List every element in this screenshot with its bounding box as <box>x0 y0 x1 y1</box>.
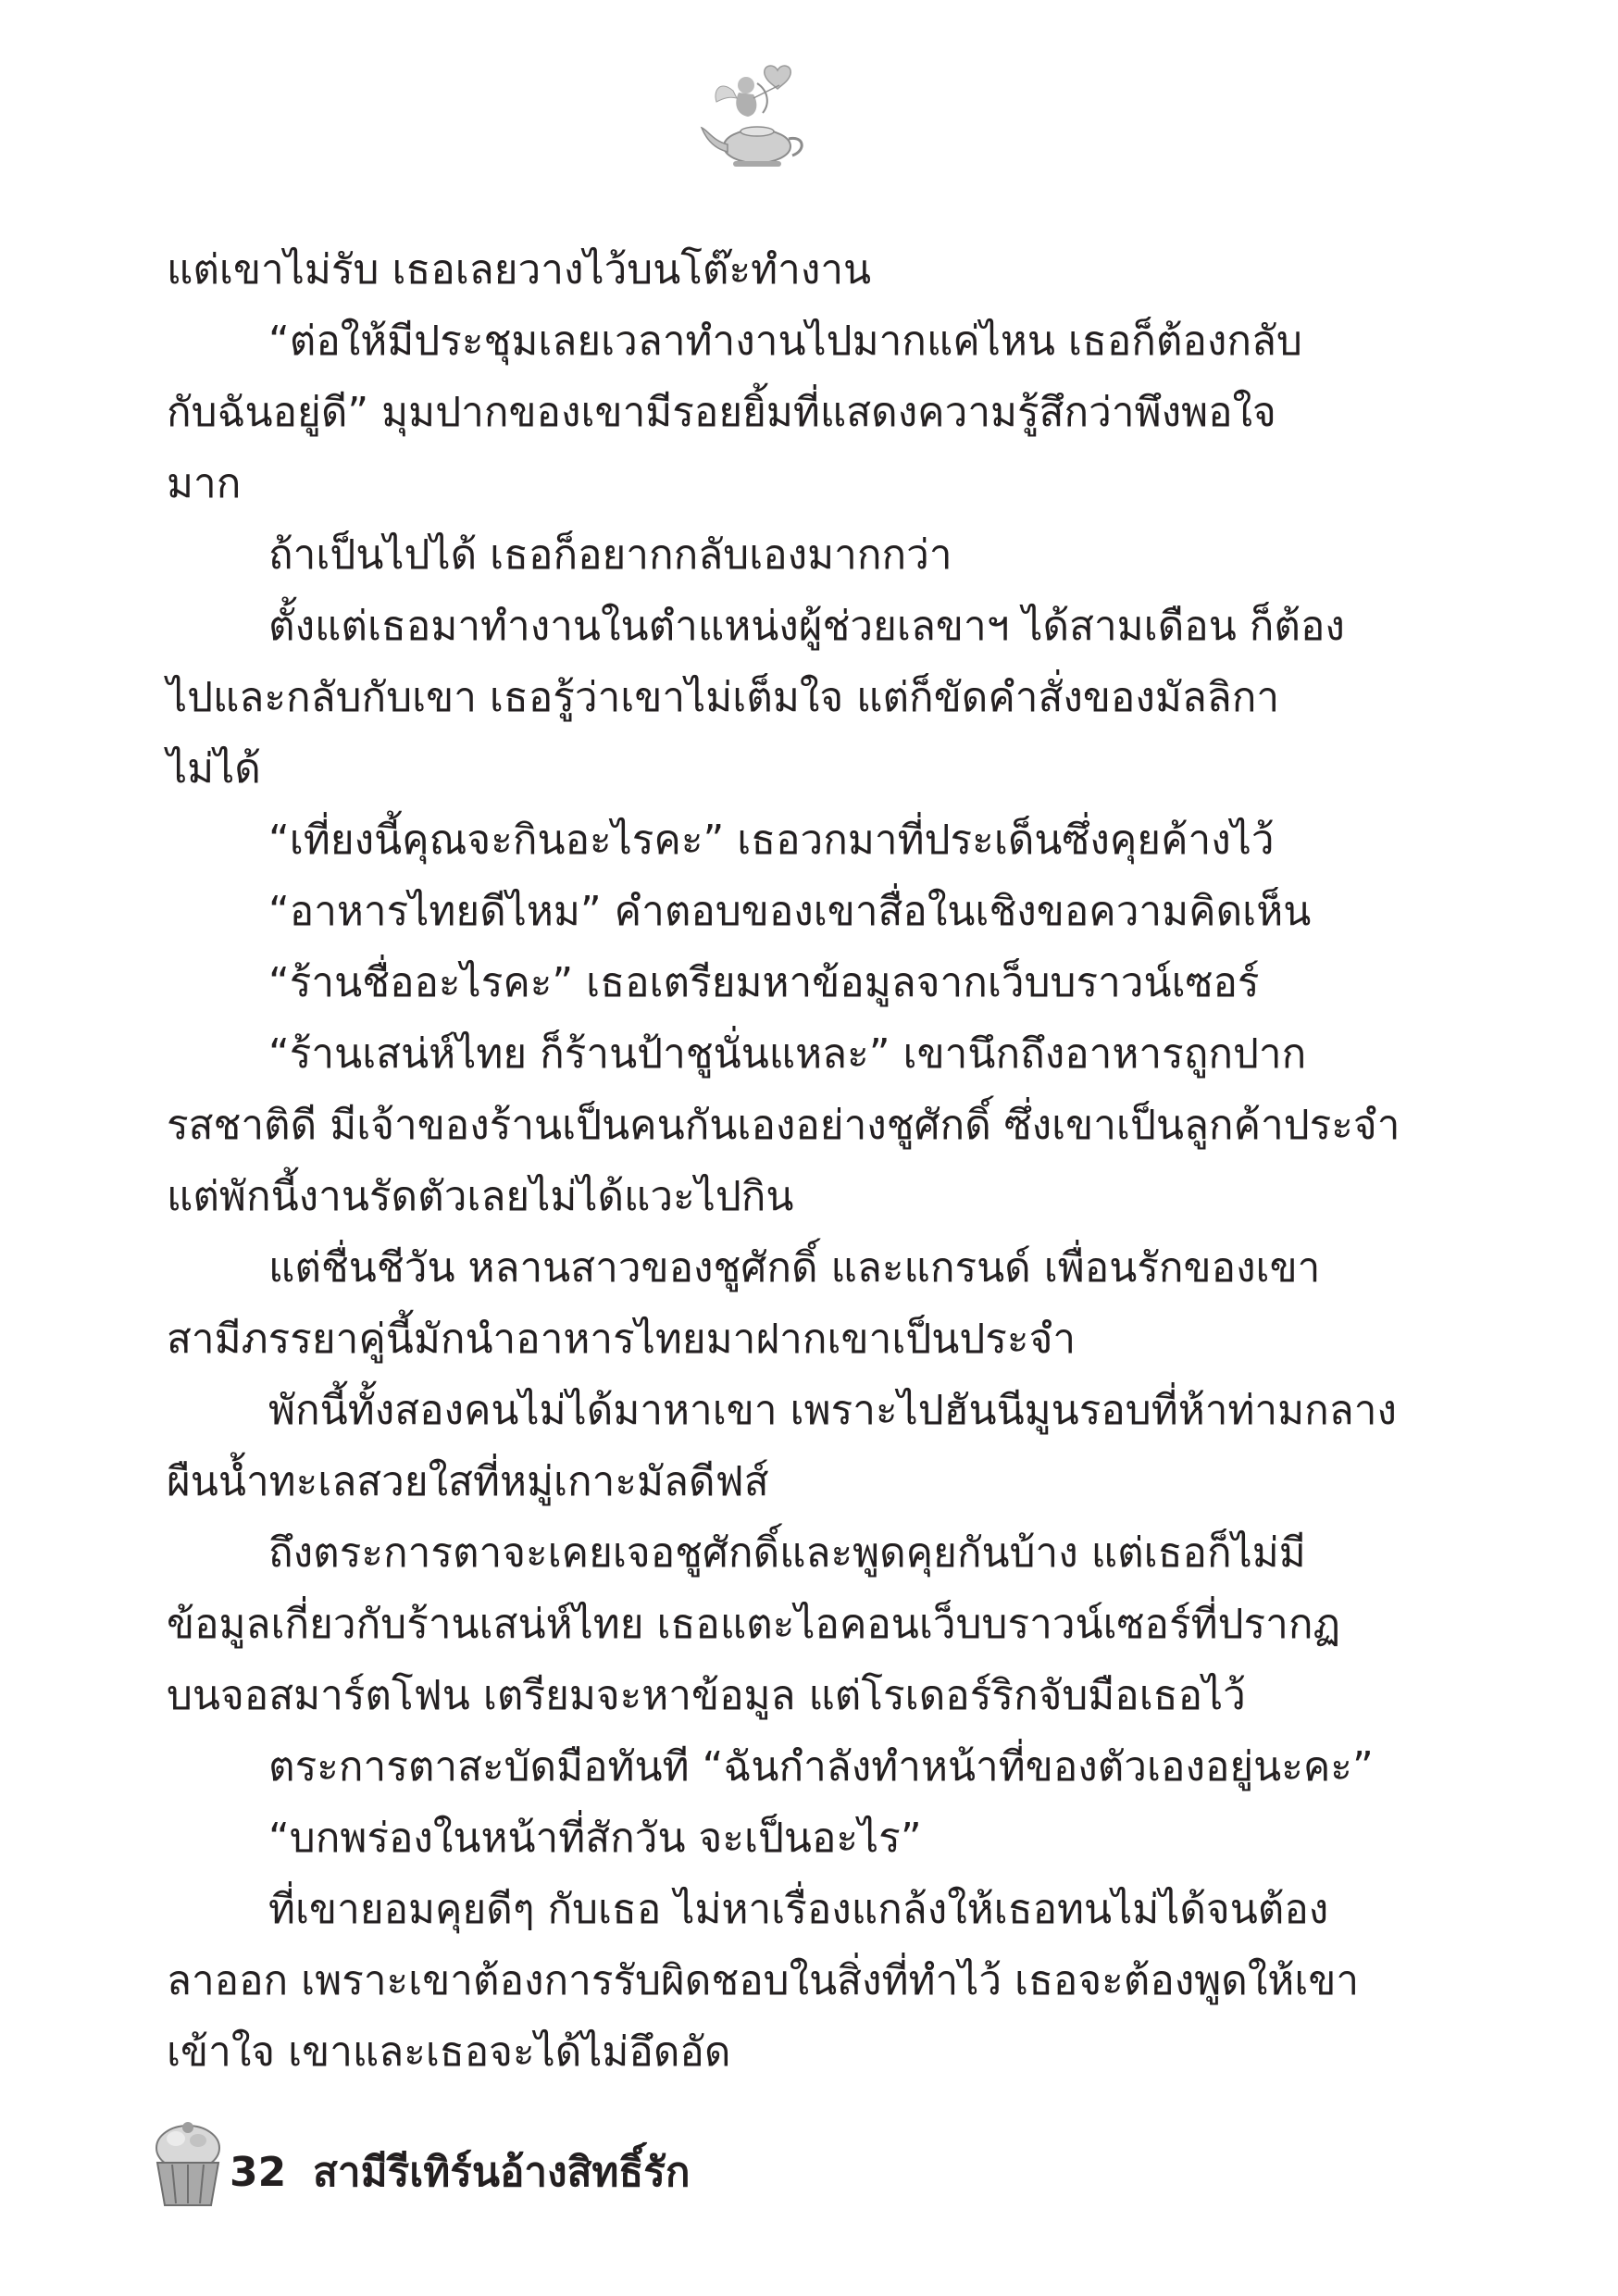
text-line: ถึงตระการตาจะเคยเจอชูศักดิ์และพูดคุยกันบ้าง แต่เธอก็ไม่มี <box>268 1529 1306 1577</box>
text-line: ตั้งแต่เธอมาทำงานในตำแหน่งผู้ช่วยเลขาฯ ได้สามเดือน ก็ต้อง <box>268 603 1345 650</box>
text-line: พักนี้ทั้งสองคนไม่ได้มาหาเขา เพราะไปฮันนีมูนรอบที่ห้าท่ามกลาง <box>268 1387 1397 1434</box>
text-line: ตระการตาสะบัดมือทันที “ฉันกำลังทำหน้าที่ของตัวเองอยู่นะคะ” <box>268 1743 1374 1791</box>
text-line: แต่ชื่นชีวัน หลานสาวของชูศักดิ์ และแกรนด์ เพื่อนรักของเขา <box>268 1244 1321 1292</box>
body-text <box>167 0 1400 2111</box>
text-line: แต่เขาไม่รับ เธอเลยวางไว้บนโต๊ะทำงาน <box>167 246 872 293</box>
text-line: ไปและกลับกับเขา เธอรู้ว่าเขาไม่เต็มใจ แต่ก็ขัดคำสั่งของมัลลิกา <box>167 674 1280 721</box>
page-number: 32 <box>230 2149 287 2196</box>
text-line: ถ้าเป็นไปได้ เธอก็อยากกลับเองมากกว่า <box>268 531 952 579</box>
text-line: บนจอสมาร์ตโฟน เตรียมจะหาข้อมูล แต่โรเดอร์ริกจับมือเธอไว้ <box>167 1672 1246 1719</box>
text-line: “อาหารไทยดีไหม” คำตอบของเขาสื่อในเชิงขอความคิดเห็น <box>268 888 1312 935</box>
text-line: ข้อมูลเกี่ยวกับร้านเสน่ห์ไทย เธอแตะไอคอนเว็บบราวน์เซอร์ที่ปรากฏ <box>167 1601 1341 1648</box>
text-line: กับฉันอยู่ดี” มุมปากของเขามีรอยยิ้มที่แสดงความรู้สึกว่าพึงพอใจ <box>167 389 1276 436</box>
text-line: ที่เขายอมคุยดีๆ กับเธอ ไม่หาเรื่องแกล้งให้เธอทนไม่ได้จนต้อง <box>268 1886 1329 1933</box>
book-title: สามีรีเทิร์นอ้างสิทธิ์รัก <box>313 2149 691 2196</box>
text-line: สามีภรรยาคู่นี้มักนำอาหารไทยมาฝากเขาเป็นประจำ <box>167 1316 1077 1363</box>
text-line: มาก <box>167 460 242 507</box>
text-line: แต่พักนี้งานรัดตัวเลยไม่ได้แวะไปกิน <box>167 1173 794 1220</box>
text-line: เข้าใจ เขาและเธอจะได้ไม่อึดอัด <box>167 2028 731 2076</box>
text-line: ผืนน้ำทะเลสวยใสที่หมู่เกาะมัลดีฟส์ <box>167 1458 769 1505</box>
text-line: “ร้านชื่ออะไรคะ” เธอเตรียมหาข้อมูลจากเว็บบราวน์เซอร์ <box>268 959 1260 1006</box>
text-line: “บกพร่องในหน้าที่สักวัน จะเป็นอะไร” <box>268 1815 922 1862</box>
text-line: “ต่อให้มีประชุมเลยเวลาทำงานไปมากแค่ไหน เธอก็ต้องกลับ <box>268 318 1302 365</box>
text-line: “เที่ยงนี้คุณจะกินอะไรคะ” เธอวกมาที่ประเด็นซึ่งคุยค้างไว้ <box>268 817 1275 864</box>
text-line: “ร้านเสน่ห์ไทย ก็ร้านป้าชูนั่นแหละ” เขานึกถึงอาหารถูกปาก <box>268 1030 1307 1078</box>
page-footer <box>148 2120 1351 2222</box>
text-line: ลาออก เพราะเขาต้องการรับผิดชอบในสิ่งที่ทำไว้ เธอจะต้องพูดให้เขา <box>167 1957 1360 2004</box>
cupcake-icon <box>148 2120 228 2213</box>
text-line: รสชาติดี มีเจ้าของร้านเป็นคนกันเองอย่างชูศักดิ์ ซึ่งเขาเป็นลูกค้าประจำ <box>167 1102 1400 1149</box>
text-line: ไม่ได้ <box>167 745 261 792</box>
